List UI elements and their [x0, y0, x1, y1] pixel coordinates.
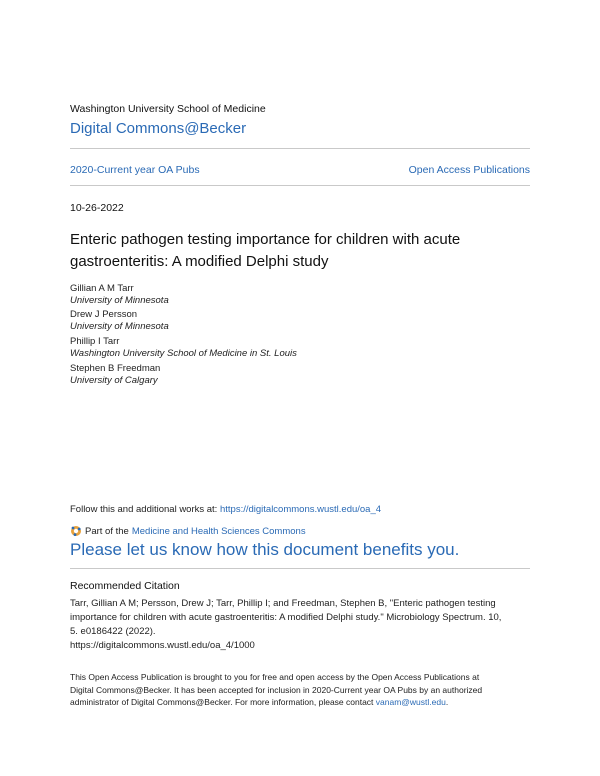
footer-text: .: [445, 697, 449, 707]
divider-top: [70, 148, 530, 149]
benefit-feedback-link[interactable]: Please let us know how this document benefits you.: [70, 540, 460, 559]
footer-notice: [70, 671, 540, 709]
author-affiliation: Washington University School of Medicine in St. Louis: [70, 348, 297, 359]
author-affiliation: University of Minnesota: [70, 321, 169, 332]
author-affiliation: University of Minnesota: [70, 295, 169, 306]
author-entry: [70, 283, 169, 307]
series-link[interactable]: 2020-Current year OA Pubs: [70, 164, 200, 176]
divider-citation: [70, 568, 530, 569]
divider-series: [70, 185, 530, 186]
author-name: Phillip I Tarr: [70, 336, 120, 347]
author-name: Gillian A M Tarr: [70, 283, 134, 294]
author-entry: [70, 336, 297, 360]
follow-text: Follow this and additional works at:: [70, 504, 220, 515]
commons-link[interactable]: Medicine and Health Sciences Commons: [131, 525, 306, 537]
footer-text: administrator of Digital Commons@Becker. For more information, please contact: [70, 697, 376, 707]
repository-link[interactable]: Digital Commons@Becker: [70, 120, 247, 137]
citation-line: importance for children with acute gastroenteritis: A modified Delphi study." Microbiology Spectrum. 10,: [70, 612, 502, 623]
contact-email-link[interactable]: vanam@wustl.edu: [375, 697, 446, 707]
network-icon: [70, 525, 82, 537]
follow-link[interactable]: https://digitalcommons.wustl.edu/oa_4: [219, 504, 382, 515]
citation-line: Tarr, Gillian A M; Persson, Drew J; Tarr, Phillip I; and Freedman, Stephen B, "Enteric pathogen testing: [70, 598, 496, 609]
author-affiliation: University of Calgary: [70, 375, 158, 386]
author-entry: [70, 309, 169, 333]
part-of-line: [70, 525, 306, 537]
collection-link[interactable]: Open Access Publications: [408, 164, 530, 176]
citation-text: [70, 597, 540, 653]
author-entry: [70, 363, 160, 387]
part-of-text: Part of the: [85, 525, 129, 537]
footer-line: This Open Access Publication is brought to you for free and open access by the Open Access Publications at: [70, 672, 480, 682]
author-name: Drew J Persson: [70, 309, 138, 320]
recommended-citation-heading: Recommended Citation: [70, 580, 180, 592]
author-name: Stephen B Freedman: [70, 363, 161, 374]
footer-line: Digital Commons@Becker. It has been accepted for inclusion in 2020-Current year OA Pubs by an authorized: [70, 684, 483, 695]
follow-line: [70, 504, 381, 515]
institution-name: Washington University School of Medicine: [70, 103, 266, 115]
citation-line: 5. e0186422 (2022).: [70, 626, 156, 637]
footer-line: [70, 696, 540, 709]
publication-date: 10-26-2022: [70, 202, 124, 214]
citation-url: https://digitalcommons.wustl.edu/oa_4/1000: [70, 640, 255, 651]
document-title: Enteric pathogen testing importance for children with acute gastroenteritis: A modified Delphi study: [70, 231, 461, 270]
